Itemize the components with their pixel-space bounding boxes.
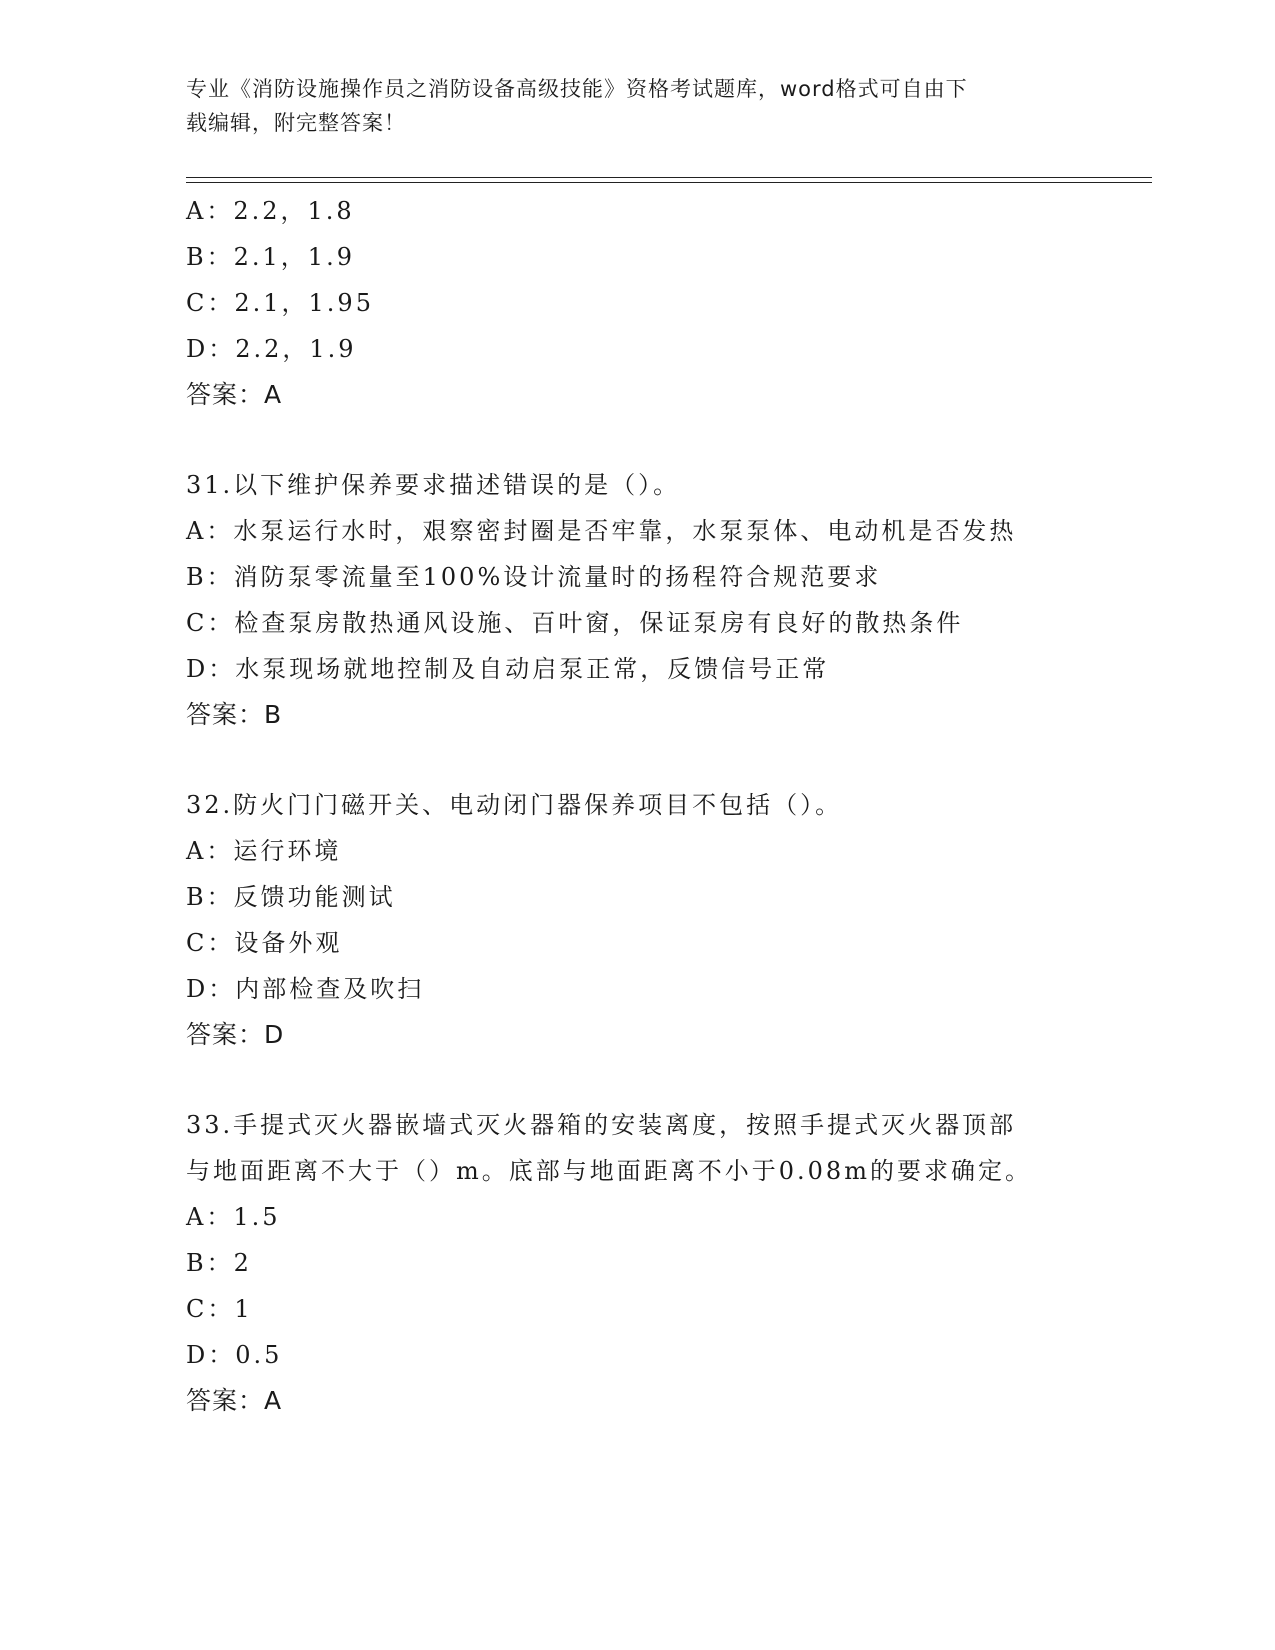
option-d: D：水泵现场就地控制及自动启泵正常，反馈信号正常 [186, 655, 830, 683]
option-a: A：1.5 [186, 1203, 281, 1231]
header-divider-bottom [186, 182, 1152, 183]
option-c: C：1 [186, 1295, 253, 1323]
header-line-1: 专业《消防设施操作员之消防设备高级技能》资格考试题库，word格式可自由下 [186, 77, 968, 101]
option-c: C：设备外观 [186, 929, 343, 957]
spacer [186, 738, 1086, 782]
option-d: D：2.2，1.9 [186, 335, 357, 363]
option-d: D：0.5 [186, 1341, 283, 1369]
option-b: B：2.1，1.9 [186, 243, 355, 271]
spacer [186, 418, 1086, 462]
spacer [186, 1058, 1086, 1102]
question-stem: 31.以下维护保养要求描述错误的是（）。 [186, 471, 681, 499]
question-33 [186, 1102, 1086, 1424]
option-c: C：2.1，1.95 [186, 289, 374, 317]
header-line-2: 载编辑，附完整答案！ [186, 111, 406, 135]
answer-line: 答案：A [186, 380, 283, 409]
option-c: C：检查泵房散热通风设施、百叶窗，保证泵房有良好的散热条件 [186, 609, 964, 637]
option-a: A：运行环境 [186, 837, 342, 865]
option-b: B：2 [186, 1249, 252, 1277]
answer-line: 答案：D [186, 1020, 285, 1049]
question-stem-line-1: 33.手提式灭火器嵌墙式灭火器箱的安装离度，按照手提式灭火器顶部 [186, 1111, 1017, 1139]
question-32 [186, 782, 1086, 1058]
document-header [186, 72, 1066, 140]
question-30 [186, 188, 1086, 418]
option-a: A：2.2，1.8 [186, 197, 355, 225]
answer-line: 答案：B [186, 700, 283, 729]
answer-line: 答案：A [186, 1386, 283, 1415]
question-stem-line-2: 与地面距离不大于（）m。底部与地面距离不小于0.08m的要求确定。 [186, 1157, 1032, 1185]
option-a: A：水泵运行水时，艰察密封圈是否牢靠，水泵泵体、电动机是否发热 [186, 517, 1017, 545]
option-b: B：消防泵零流量至100%设计流量时的扬程符合规范要求 [186, 563, 882, 591]
option-d: D：内部检查及吹扫 [186, 975, 425, 1003]
header-divider-top [186, 177, 1152, 178]
question-31 [186, 462, 1086, 738]
option-b: B：反馈功能测试 [186, 883, 396, 911]
question-stem: 32.防火门门磁开关、电动闭门器保养项目不包括（）。 [186, 791, 843, 819]
question-list [186, 188, 1086, 1424]
